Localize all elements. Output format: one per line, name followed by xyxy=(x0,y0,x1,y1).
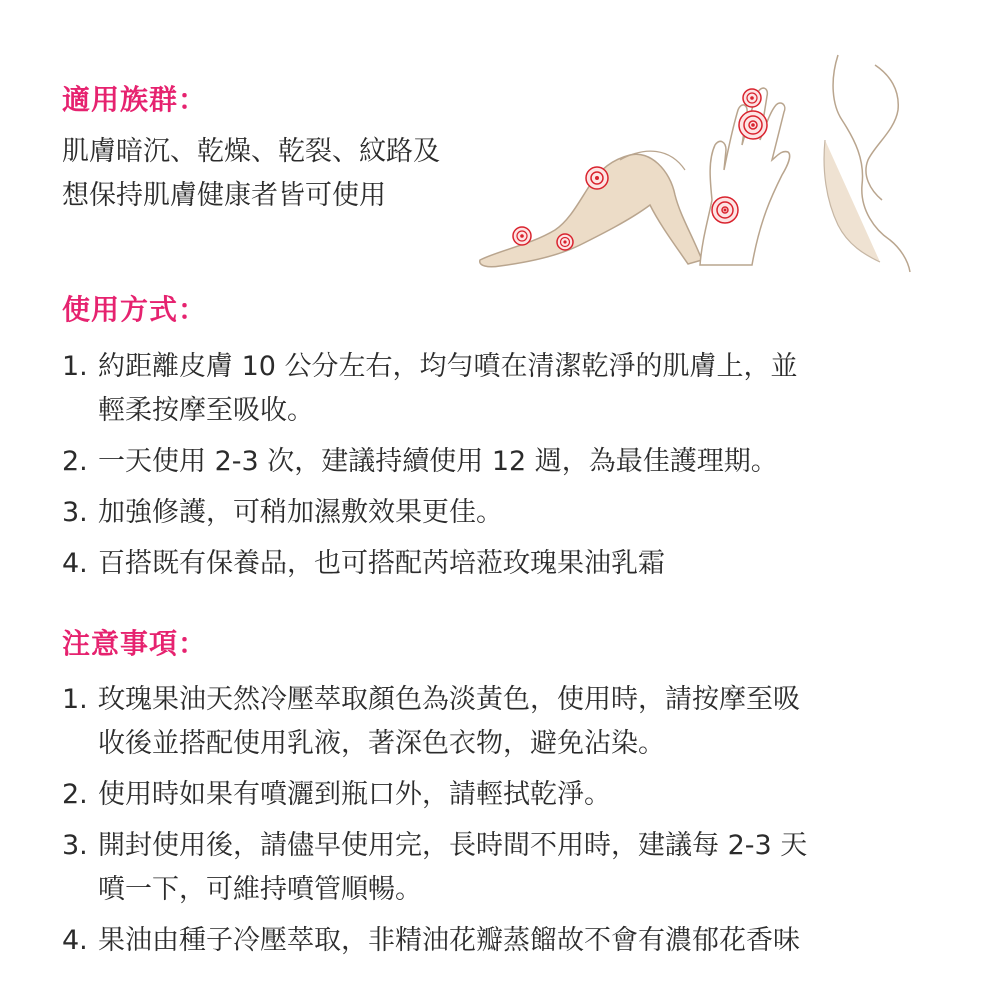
list-number: 3. xyxy=(62,830,88,861)
list-number: 1. xyxy=(62,351,88,382)
list-text-line: 收後並搭配使用乳液，著深色衣物，避免沾染。 xyxy=(98,728,665,759)
list-item xyxy=(62,678,942,766)
target-marker-icon xyxy=(557,234,573,250)
target-group-line: 想保持肌膚健康者皆可使用 xyxy=(62,180,386,211)
list-text-line: 果油由種子冷壓萃取，非精油花瓣蒸餾故不會有濃郁花香味 xyxy=(98,925,800,956)
list-number: 4. xyxy=(62,548,88,579)
section-heading-usage: 使用方式： xyxy=(62,293,208,326)
list-item xyxy=(62,542,942,586)
target-marker-icon xyxy=(513,227,531,245)
target-marker-icon xyxy=(739,111,767,139)
list-item xyxy=(62,491,942,535)
list-text xyxy=(98,824,942,912)
list-text-line: 百搭既有保養品，也可搭配芮培蒞玫瑰果油乳霜 xyxy=(98,548,665,579)
list-text-line: 加強修護，可稍加濕敷效果更佳。 xyxy=(98,497,503,528)
list-text xyxy=(98,440,942,484)
target-marker-icon xyxy=(743,89,761,107)
list-item xyxy=(62,919,942,963)
list-text xyxy=(98,542,942,586)
list-item xyxy=(62,773,942,817)
list-text-line: 使用時如果有噴灑到瓶口外，請輕拭乾淨。 xyxy=(98,779,611,810)
list-item xyxy=(62,345,942,433)
list-text-line: 約距離皮膚 10 公分左右，均勻噴在清潔乾淨的肌膚上，並 xyxy=(98,351,798,382)
list-item xyxy=(62,824,942,912)
torso-icon xyxy=(824,55,910,272)
list-text xyxy=(98,678,942,766)
list-number: 2. xyxy=(62,779,88,810)
list-number: 2. xyxy=(62,446,88,477)
usage-list xyxy=(62,345,942,593)
target-group-text xyxy=(62,130,440,218)
notes-list xyxy=(62,678,942,970)
list-text-line: 玫瑰果油天然冷壓萃取顏色為淡黃色，使用時，請按摩至吸 xyxy=(98,684,800,715)
list-text xyxy=(98,345,942,433)
list-text xyxy=(98,773,942,817)
list-text-line: 噴一下，可維持噴管順暢。 xyxy=(98,874,422,905)
section-heading-target-group: 適用族群： xyxy=(62,83,208,116)
target-marker-icon xyxy=(712,197,738,223)
list-text-line: 一天使用 2-3 次，建議持續使用 12 週，為最佳護理期。 xyxy=(98,446,778,477)
list-item xyxy=(62,440,942,484)
list-text xyxy=(98,491,942,535)
list-text-line: 輕柔按摩至吸收。 xyxy=(98,395,314,426)
list-number: 1. xyxy=(62,684,88,715)
section-heading-notes: 注意事項： xyxy=(62,627,208,660)
list-number: 3. xyxy=(62,497,88,528)
target-marker-icon xyxy=(586,167,608,189)
target-group-line: 肌膚暗沉、乾燥、乾裂、紋路及 xyxy=(62,136,440,167)
list-text-line: 開封使用後，請儘早使用完，長時間不用時，建議每 2-3 天 xyxy=(98,830,808,861)
body-illustration xyxy=(470,50,920,275)
list-number: 4. xyxy=(62,925,88,956)
list-text xyxy=(98,919,942,963)
